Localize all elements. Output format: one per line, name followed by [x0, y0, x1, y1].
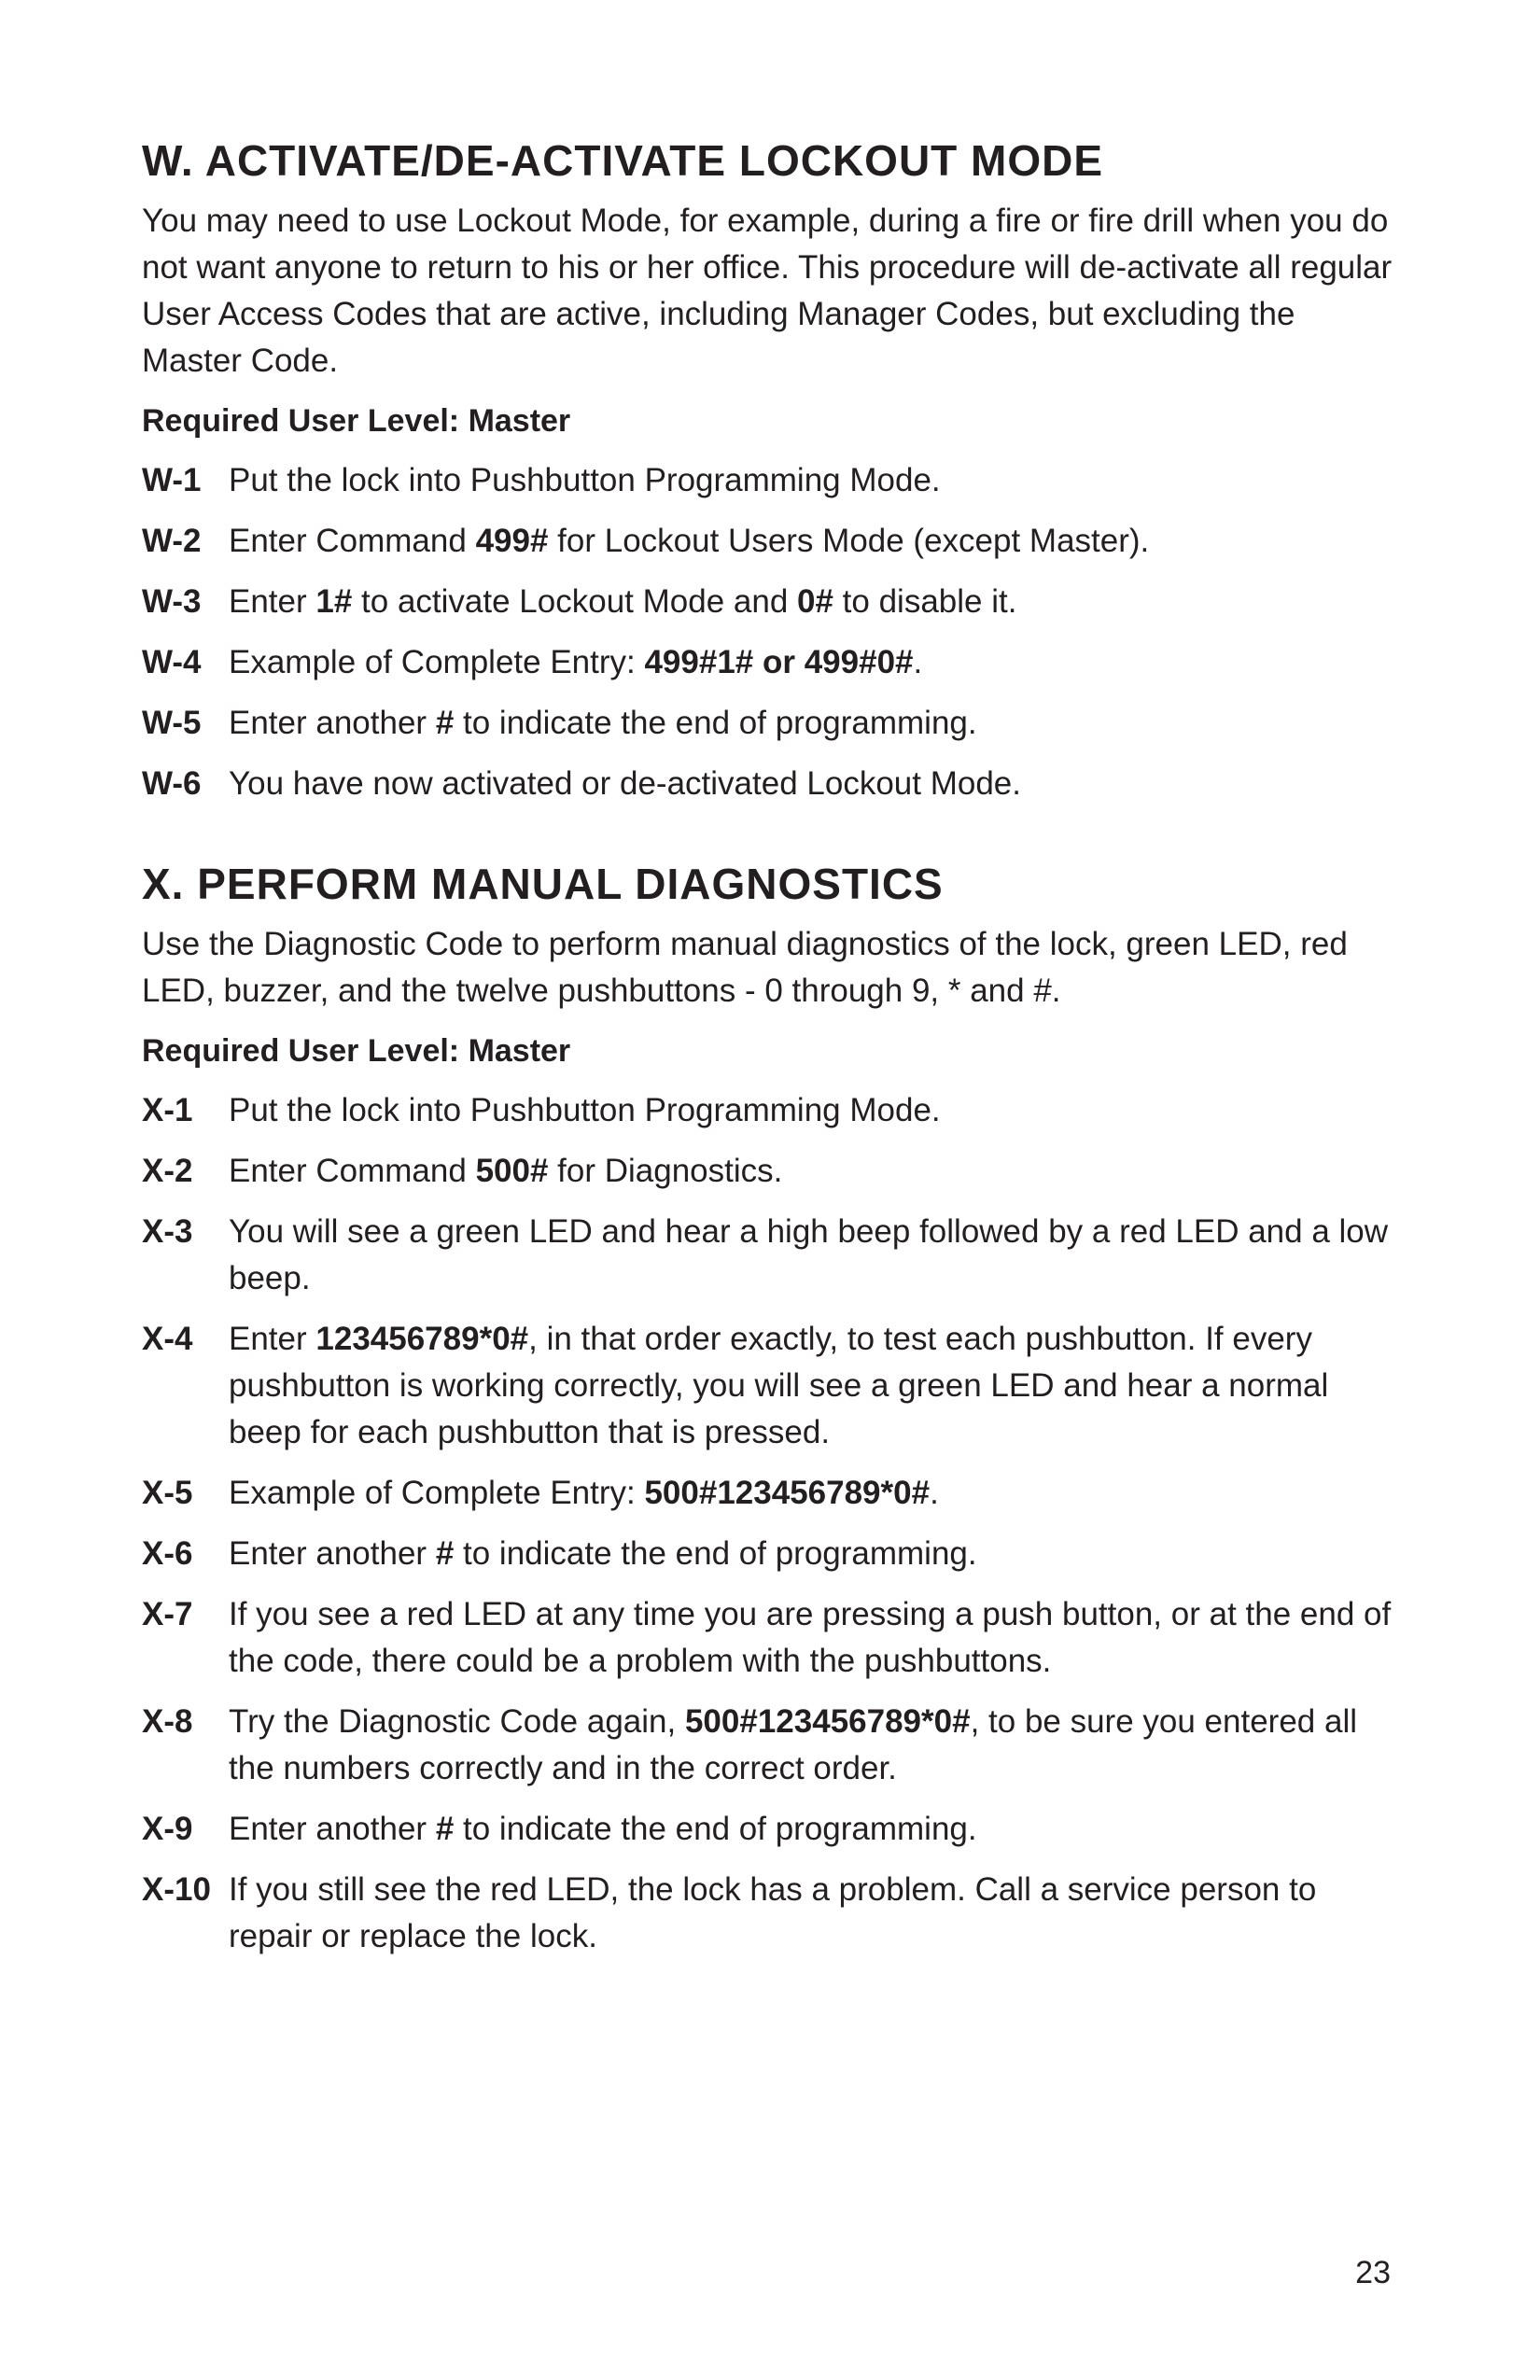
step-number: W-1	[142, 462, 202, 498]
step-code: 499#1# or 499#0#	[644, 644, 914, 680]
section-title: X. PERFORM MANUAL DIAGNOSTICS	[142, 860, 944, 908]
step-number: W-5	[142, 705, 202, 741]
step-number: W-2	[142, 523, 202, 559]
step-text	[229, 639, 1393, 686]
step-number: X-6	[142, 1535, 193, 1572]
step-text-part: Put the lock into Pushbutton Programming Mode.	[229, 1092, 941, 1128]
step-text	[229, 1316, 1393, 1456]
step-text-part: Enter	[229, 583, 316, 620]
step-item	[142, 1806, 1393, 1853]
step-item	[142, 1087, 1393, 1134]
step-text	[229, 1699, 1393, 1792]
step-number: W-3	[142, 583, 202, 620]
step-number: W-4	[142, 644, 202, 680]
step-item	[142, 1867, 1393, 1960]
step-text-part: to activate Lockout Mode and	[352, 583, 798, 620]
step-code: 500#123456789*0#	[684, 1703, 971, 1740]
step-item	[142, 579, 1393, 625]
step-text-part: , in that order exactly, to test each pushbutton. If every pushbutton is working correctly, you will see a green LED and hear a normal beep for each pushbutton that is pressed.	[229, 1321, 1329, 1450]
step-item	[142, 457, 1393, 504]
step-text	[229, 1209, 1393, 1302]
step-text-part: If you see a red LED at any time you are pressing a push button, or at the end of the code, there could be a problem with the pushbuttons.	[229, 1596, 1392, 1679]
step-text-part: Enter another	[229, 705, 436, 741]
step-code: 500#	[475, 1153, 549, 1189]
step-item	[142, 1699, 1393, 1792]
step-text	[229, 457, 1393, 504]
required-user-level: Required User Level: Master	[142, 403, 571, 439]
section-manual-diagnostics	[142, 854, 1393, 1960]
manual-page	[142, 131, 1393, 1974]
step-number: W-6	[142, 765, 202, 802]
step-item	[142, 518, 1393, 565]
step-text	[229, 518, 1393, 565]
step-number: X-3	[142, 1213, 193, 1250]
step-text-part: to disable it.	[833, 583, 1017, 620]
step-number: X-10	[142, 1871, 211, 1908]
step-code: 500#123456789*0#	[644, 1475, 931, 1511]
step-text-part: Try the Diagnostic Code again,	[229, 1703, 685, 1740]
step-code: 499#	[475, 523, 549, 559]
step-text-part: If you still see the red LED, the lock has a problem. Call a service person to repair or replace the lock.	[229, 1871, 1317, 1954]
section-intro: You may need to use Lockout Mode, for example, during a fire or fire drill when you do not want anyone to return to his or her office. This procedure will de-activate all regular User Access Codes that are active, including Manager Codes, but excluding the Master Code.	[142, 203, 1393, 379]
step-text-part: .	[913, 644, 923, 680]
step-text-part: for Diagnostics.	[548, 1153, 783, 1189]
step-text-part: Put the lock into Pushbutton Programming Mode.	[229, 462, 941, 498]
step-text-part: to indicate the end of programming.	[454, 705, 977, 741]
step-code: 1#	[315, 583, 353, 620]
step-code: #	[435, 1535, 455, 1572]
step-item	[142, 761, 1393, 807]
step-code: #	[435, 705, 455, 741]
step-code: 0#	[797, 583, 833, 620]
step-item	[142, 1148, 1393, 1195]
step-number: X-5	[142, 1475, 193, 1511]
step-text-part: Enter another	[229, 1811, 436, 1847]
step-text	[229, 1531, 1393, 1577]
section-intro: Use the Diagnostic Code to perform manual diagnostics of the lock, green LED, red LED, buzzer, and the twelve pushbuttons - 0 through 9, * and #.	[142, 926, 1348, 1009]
step-text	[229, 1470, 1393, 1517]
section-lockout-mode	[142, 131, 1393, 807]
step-text-part: .	[930, 1475, 939, 1511]
step-text-part: You will see a green LED and hear a high beep followed by a red LED and a low beep.	[229, 1213, 1389, 1296]
step-text-part: Enter Command	[229, 1153, 476, 1189]
step-text	[229, 700, 1393, 747]
step-item	[142, 1591, 1393, 1685]
step-text-part: to indicate the end of programming.	[454, 1811, 977, 1847]
step-text	[229, 1087, 1393, 1134]
step-number: X-9	[142, 1811, 193, 1847]
step-text	[229, 1591, 1393, 1685]
step-text-part: You have now activated or de-activated Lockout Mode.	[229, 765, 1021, 802]
step-item	[142, 700, 1393, 747]
step-text-part: Enter	[229, 1321, 316, 1357]
step-text-part: for Lockout Users Mode (except Master).	[548, 523, 1150, 559]
step-text	[229, 1148, 1393, 1195]
step-text	[229, 579, 1393, 625]
step-text-part: Enter Command	[229, 523, 476, 559]
step-number: X-2	[142, 1153, 193, 1189]
step-item	[142, 1316, 1393, 1456]
step-text-part: Enter another	[229, 1535, 436, 1572]
step-number: X-1	[142, 1092, 193, 1128]
step-item	[142, 639, 1393, 686]
page-number: 23	[1355, 2255, 1391, 2290]
step-text-part: to indicate the end of programming.	[454, 1535, 977, 1572]
step-item	[142, 1209, 1393, 1302]
step-item	[142, 1531, 1393, 1577]
step-text-part: Example of Complete Entry:	[229, 1475, 645, 1511]
section-title: W. ACTIVATE/DE-ACTIVATE LOCKOUT MODE	[142, 136, 1104, 185]
step-text	[229, 1867, 1393, 1960]
step-code: #	[435, 1811, 455, 1847]
step-number: X-8	[142, 1703, 193, 1740]
step-list	[142, 457, 1393, 807]
step-item	[142, 1470, 1393, 1517]
step-text-part: , to be sure you entered all the numbers correctly and in the correct order.	[229, 1703, 1358, 1786]
step-number: X-7	[142, 1596, 193, 1632]
required-user-level: Required User Level: Master	[142, 1033, 571, 1069]
step-number: X-4	[142, 1321, 193, 1357]
step-text-part: Example of Complete Entry:	[229, 644, 645, 680]
step-code: 123456789*0#	[315, 1321, 529, 1357]
step-list	[142, 1087, 1393, 1960]
step-text	[229, 761, 1393, 807]
step-text	[229, 1806, 1393, 1853]
